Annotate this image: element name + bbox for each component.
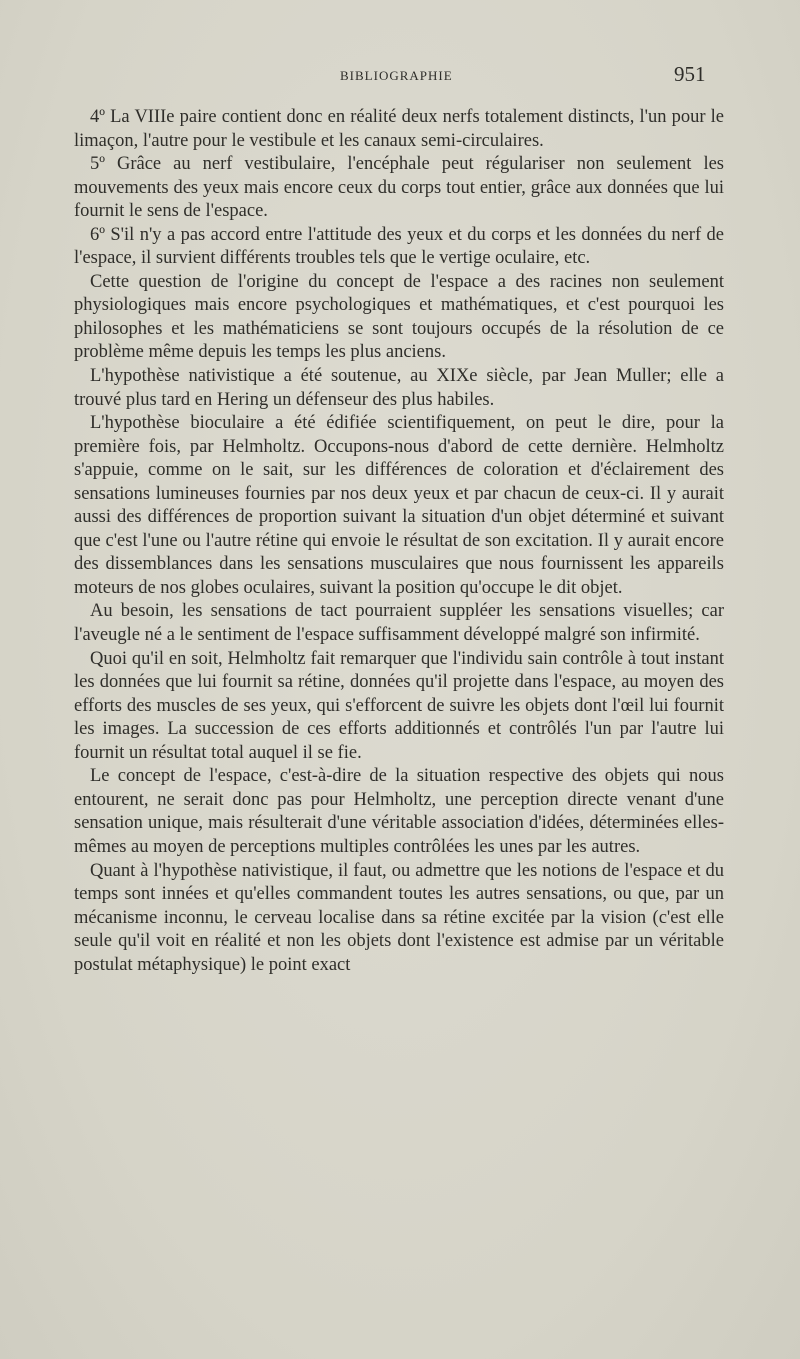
paragraph-nativist-alternative: Quant à l'hypothèse nativistique, il faut, ou admettre que les notions de l'espace et du temps sont innées et qu'elles commandent toutes les autres sensations, ou que, par un mécanisme inconnu, le cerveau localise dans sa rétine excitée par la vision (c'est elle seule qu'il voit en réalité et non les objets dont l'existence est admise par un véritable postulat métaphysique) le point exact xyxy=(74,860,724,975)
paragraph-item-5: 5º Grâce au nerf vestibulaire, l'encéphale peut régulariser non seulement les mouvements des yeux mais encore ceux du corps tout entier, grâce aux données que lui fournit le sens de l'espace. xyxy=(74,154,724,222)
page-header xyxy=(0,62,800,90)
paragraph-helmholtz-control: Quoi qu'il en soit, Helmholtz fait remarquer que l'individu sain contrôle à tout instant les données que lui fournit sa rétine, données qu'il projette dans l'espace, au moyen des efforts des muscles de ses yeux, qui s'efforcent de suivre les objets dont l'œil lui fournit les images. La succession de ces efforts additionnés et contrôlés l'un par l'autre lui fournit un résultat total auquel il se fie. xyxy=(74,648,724,763)
paragraph-concept-of-space: Le concept de l'espace, c'est-à-dire de la situation respective des objets qui nous entourent, ne serait donc pas pour Helmholtz, une perception directe venant d'une sensation unique, mais résulterait d'une véritable association d'idées, déterminées elles-mêmes au moyen de perceptions multiples contrôlées les unes par les autres. xyxy=(74,766,724,857)
paragraph-touch-sensations: Au besoin, les sensations de tact pourraient suppléer les sensations visuelles; car l'aveugle né a le sentiment de l'espace suffisamment développé malgré son infirmité. xyxy=(74,601,724,646)
page-number: 951 xyxy=(674,62,706,86)
paragraph-binocular-hypothesis: L'hypothèse bioculaire a été édifiée scientifiquement, on peut le dire, pour la première fois, par Helmholtz. Occupons-nous d'abord de cette dernière. Helmholtz s'appuie, comme on le sait, sur les différences de coloration et d'éclairement des sensations lumineuses fournies par nos deux yeux et par chacun de ceux-ci. Il y aurait aussi des différences de proportion suivant la situation d'un objet déterminé et suivant que c'est l'une ou l'autre rétine qui envoie le résultat de son excitation. Il y aurait encore des dissemblances dans les sensations musculaires que nous fournissent les appareils moteurs de nos globes oculaires, suivant la position qu'occupe le dit objet. xyxy=(74,413,724,598)
running-title: BIBLIOGRAPHIE xyxy=(340,68,453,83)
paragraph-origin-of-space: Cette question de l'origine du concept de l'espace a des racines non seulement physiologiques mais encore psychologiques et mathématiques, et c'est pourquoi les philosophes et les mathématiciens se sont toujours occupés de la résolution de ce problème même depuis les temps les plus anciens. xyxy=(74,271,724,363)
paragraph-nativist-hypothesis: L'hypothèse nativistique a été soutenue, au XIXe siècle, par Jean Muller; elle a trouvé plus tard en Hering un défenseur des plus habiles. xyxy=(74,366,724,410)
body-text xyxy=(74,106,724,977)
paragraph-item-6: 6º S'il n'y a pas accord entre l'attitude des yeux et du corps et les données du nerf de l'espace, il survient différents troubles tels que le vertige oculaire, etc. xyxy=(74,224,724,269)
paragraph-item-4: 4º La VIIIe paire contient donc en réalité deux nerfs totalement distincts, l'un pour le limaçon, l'autre pour le vestibule et les canaux semi-circulaires. xyxy=(74,107,724,151)
